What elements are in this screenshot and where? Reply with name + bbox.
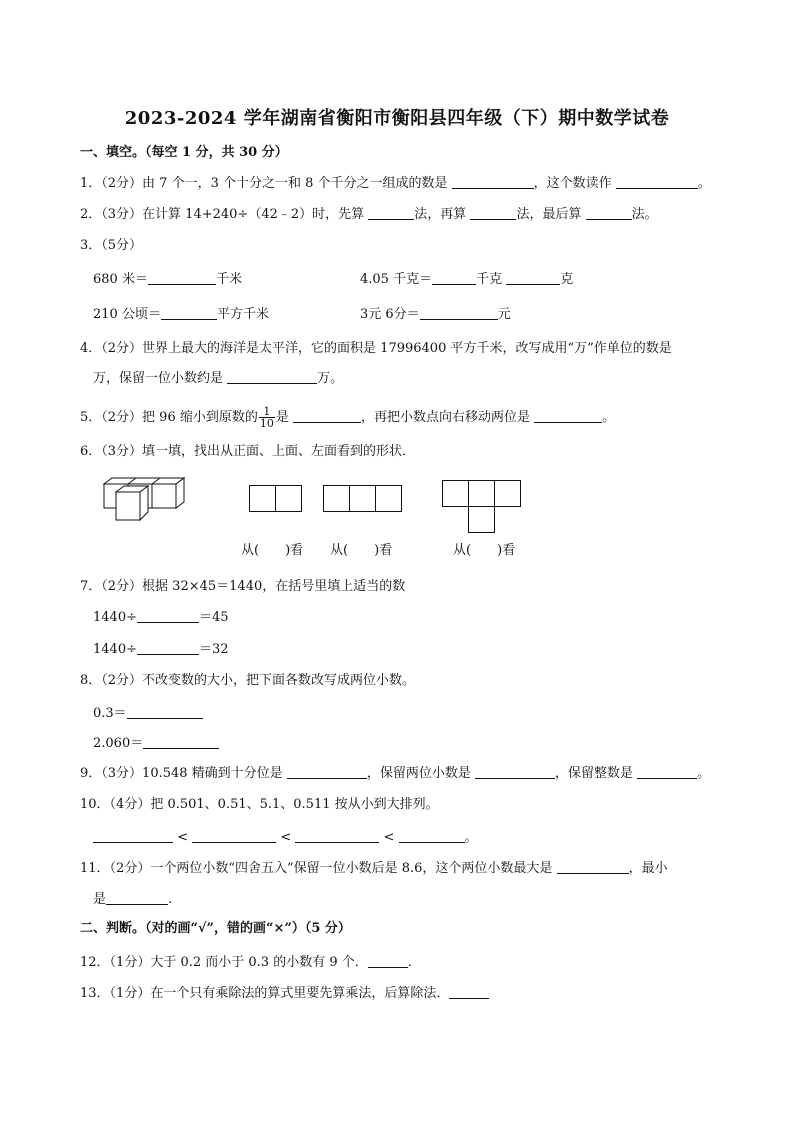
question-3-row-2b: 3元 6分＝ 元	[360, 307, 511, 322]
answer-blank[interactable]	[161, 307, 217, 320]
answer-blank[interactable]	[470, 207, 516, 220]
answer-blank[interactable]	[506, 272, 560, 285]
question-3-row-1b: 4.05 千克＝ 千克 克	[360, 272, 574, 287]
answer-blank[interactable]	[227, 371, 317, 384]
view-shape-three-squares	[323, 485, 403, 513]
question-1: 1．（2分）由 7 个一，3 个十分之一和 8 个千分之一组成的数是 ，这个数读作 。	[80, 176, 711, 191]
answer-blank[interactable]	[475, 766, 555, 779]
answer-blank[interactable]	[586, 207, 632, 220]
answer-blank[interactable]	[106, 892, 168, 905]
answer-blank[interactable]	[148, 272, 216, 285]
question-10: 10．（4分）把 0.501、0.51、5.1、0.511 按从小到大排列。	[80, 797, 439, 812]
question-3-row-2a: 210 公顷＝ 平方千米	[93, 307, 269, 322]
answer-blank[interactable]	[399, 830, 465, 843]
answer-blank[interactable]	[293, 410, 361, 423]
answer-blank[interactable]	[137, 642, 199, 655]
view-shape-two-squares	[249, 485, 303, 513]
question-11-line-1: 11．（2分）一个两位小数“四舍五入”保留一位小数后是 8.6，这个两位小数最大是 ，最小	[80, 861, 668, 876]
answer-blank[interactable]	[368, 955, 408, 968]
answer-blank[interactable]	[557, 861, 629, 874]
answer-blank[interactable]	[137, 610, 199, 623]
section-2-heading: 二、判断。（对的画“√”，错的画“×”）（5 分）	[80, 921, 351, 936]
question-3: 3．（5分）	[80, 238, 143, 253]
question-7-row-1: 1440÷ ＝45	[93, 610, 229, 625]
answer-blank[interactable]	[637, 766, 697, 779]
question-7-row-2: 1440÷ ＝32	[93, 642, 229, 657]
question-4-line-2: 万，保留一位小数约是 万。	[93, 371, 344, 386]
view-shape-t-shape	[442, 480, 522, 534]
answer-blank[interactable]	[127, 706, 203, 719]
view-label-1: 从( )看	[241, 543, 304, 558]
answer-blank[interactable]	[192, 830, 276, 843]
question-9: 9．（3分）10.548 精确到十分位是 ，保留两位小数是 ，保留整数是 。	[80, 766, 711, 781]
question-13: 13．（1分）在一个只有乘除法的算式里要先算乘法，后算除法．	[80, 986, 489, 1002]
answer-blank[interactable]	[368, 207, 414, 220]
answer-blank[interactable]	[534, 410, 602, 423]
question-11-line-2: 是 .	[93, 892, 173, 907]
cube-stack-figure	[96, 478, 188, 522]
question-3-row-1a: 680 米＝ 千米	[93, 272, 242, 287]
question-12: 12．（1分）大于 0.2 而小于 0.3 的小数有 9 个． .	[80, 955, 412, 970]
answer-blank[interactable]	[287, 766, 367, 779]
view-label-2: 从( )看	[330, 543, 393, 558]
question-2: 2．（3分）在计算 14+240÷（42﹣2）时，先算 法，再算 法，最后算 法。	[80, 207, 658, 222]
section-1-heading: 一、填空。（每空 1 分，共 30 分）	[80, 145, 288, 160]
question-8: 8．（2分）不改变数的大小，把下面各数改写成两位小数。	[80, 673, 416, 688]
fraction: $\frac{1}{10}$	[259, 405, 274, 430]
answer-blank[interactable]	[143, 736, 219, 749]
answer-blank[interactable]	[452, 176, 534, 189]
question-6: 6．（3分）填一填，找出从正面、上面、左面看到的形状．	[80, 444, 416, 459]
answer-blank[interactable]	[295, 830, 379, 843]
question-4-line-1: 4．（2分）世界上最大的海洋是太平洋，它的面积是 17996400 平方千米，改写成用“万”作单位的数是	[80, 341, 672, 356]
view-label-3: 从( )看	[453, 543, 516, 558]
question-8-row-1: 0.3＝	[93, 706, 203, 722]
answer-blank[interactable]	[420, 307, 498, 320]
question-10-ordering: < < < 。	[93, 830, 478, 846]
answer-blank[interactable]	[449, 986, 489, 999]
answer-blank[interactable]	[432, 272, 476, 285]
question-5: 5．（2分）把 96 缩小到原数的 $\frac{1}{10}$ 是 ，再把小数点向右移动两位是 。	[80, 405, 616, 430]
question-8-row-2: 2.060＝	[93, 736, 219, 752]
question-7: 7．（2分）根据 32×45＝1440，在括号里填上适当的数	[80, 579, 406, 594]
answer-blank[interactable]	[616, 176, 698, 189]
page-title: 2023-2024 学年湖南省衡阳市衡阳县四年级（下）期中数学试卷	[124, 108, 670, 129]
answer-blank[interactable]	[93, 830, 173, 843]
